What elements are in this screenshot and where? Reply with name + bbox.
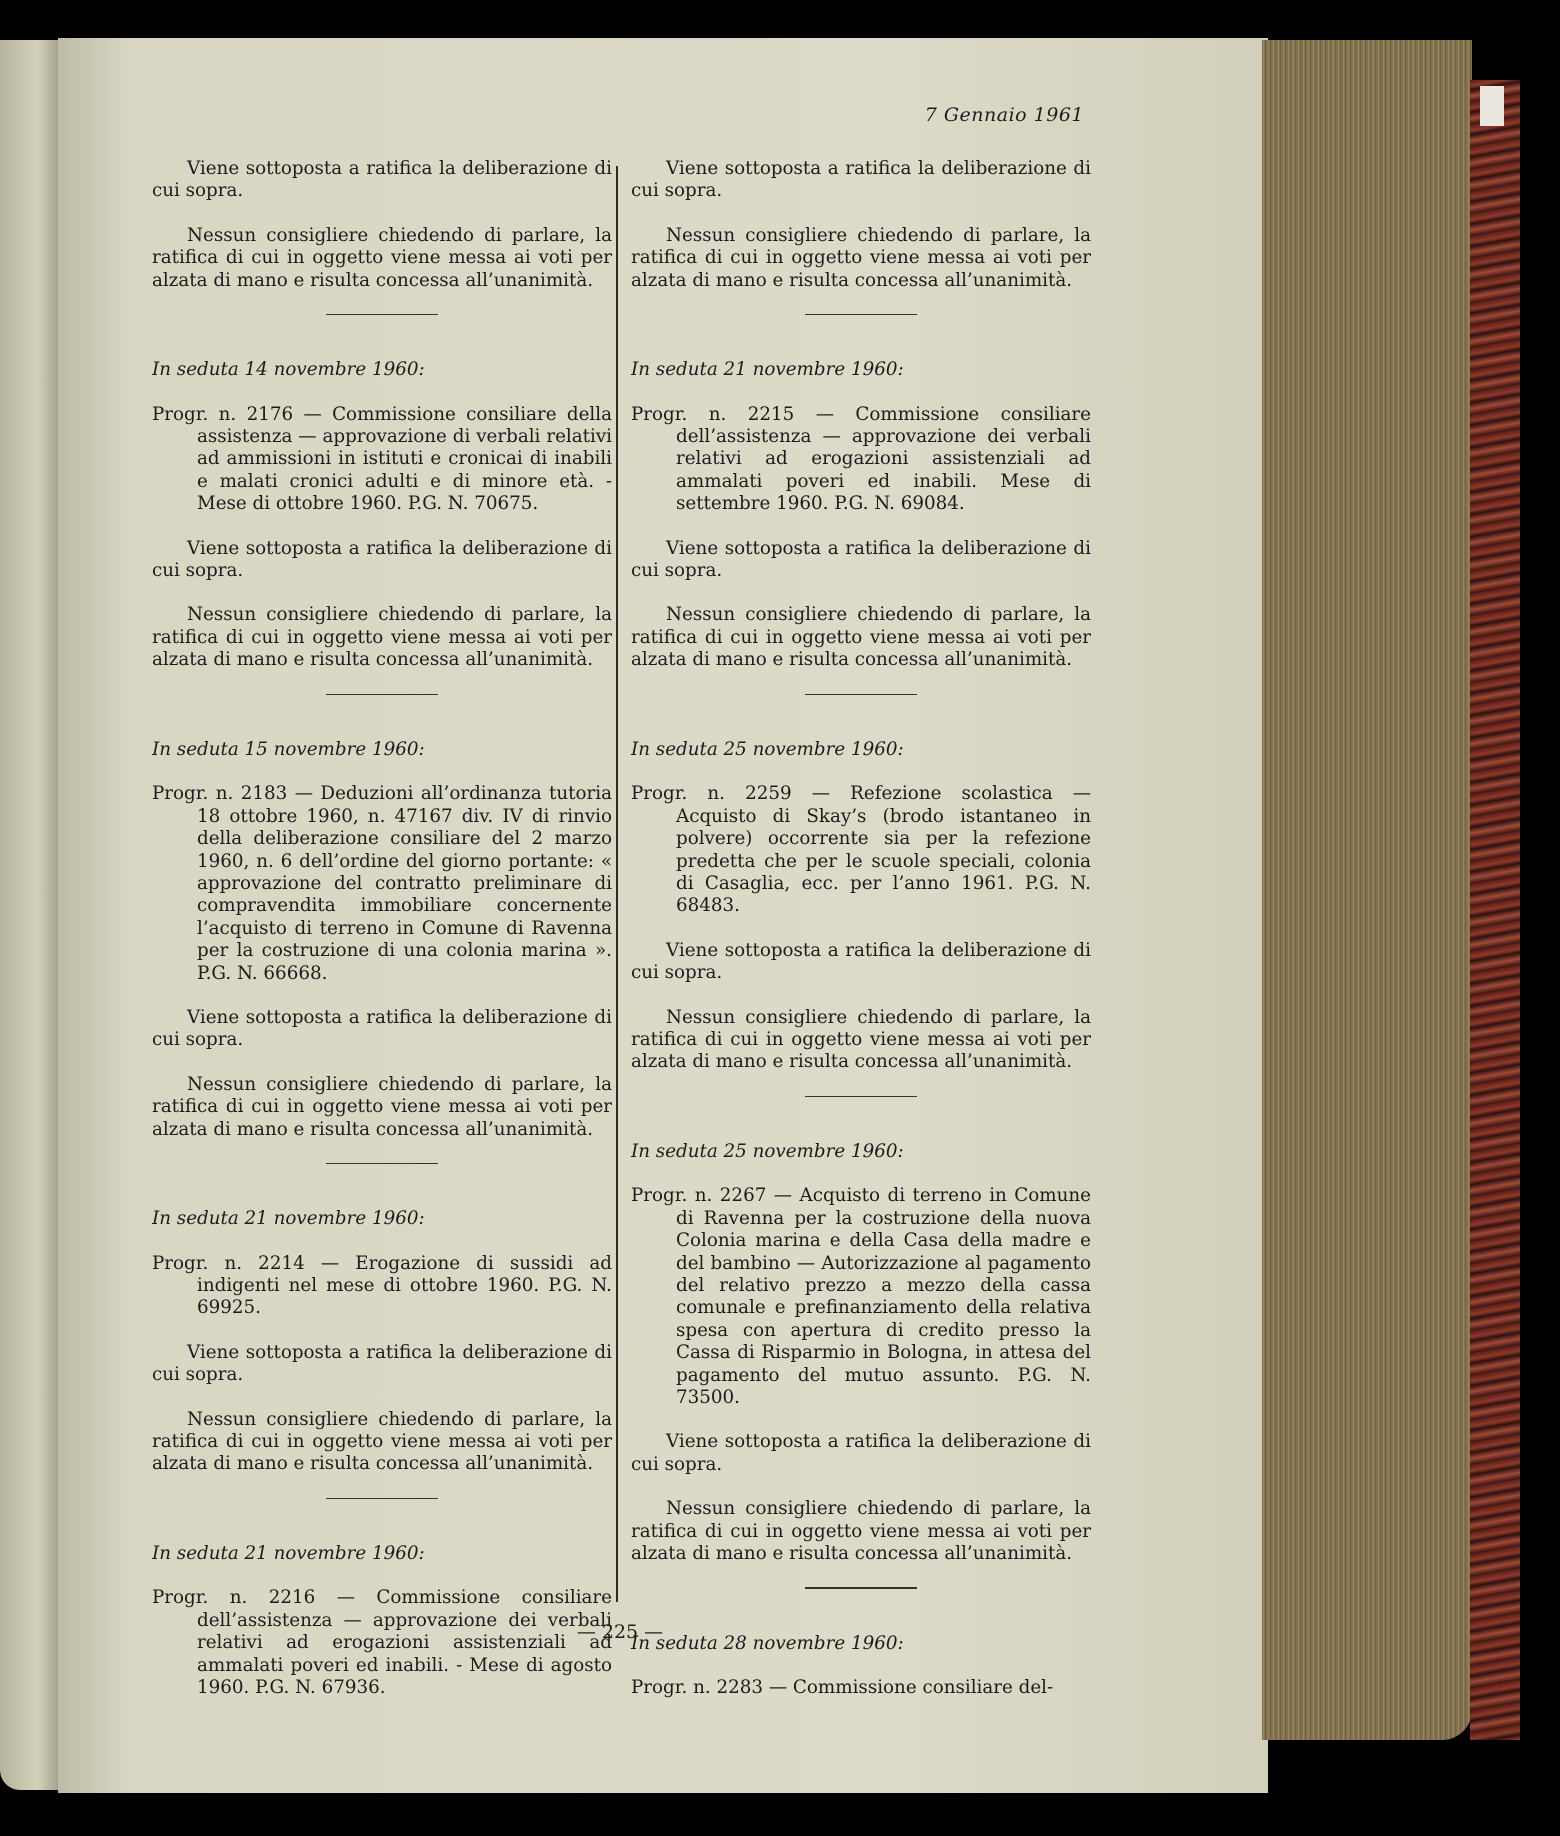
- section-separator: [326, 1163, 438, 1164]
- session-heading: In seduta 25 novembre 1960:: [631, 738, 904, 760]
- session-heading: In seduta 21 novembre 1960:: [152, 1543, 425, 1564]
- body-paragraph: Viene sottoposta a ratifica la deliberazione di cui sopra.: [152, 1006, 612, 1051]
- body-paragraph: Viene sottoposta a ratifica la deliberazione di cui sopra.: [631, 939, 1091, 984]
- section-separator: [326, 1498, 438, 1499]
- section-separator: [805, 694, 917, 695]
- body-paragraph: Nessun consigliere chiedendo di parlare, la ratifica di cui in oggetto viene messa ai voti per alzata di mano e risulta concessa all’unanimità.: [152, 1408, 612, 1475]
- deliberation-entry: Progr. n. 2215 — Commissione consiliare dell’assistenza — approvazione dei verbali relativi ad erogazioni assistenziali ad ammalati poveri ed inabili. Mese di settembre 1960. P.G. N. 69084.: [631, 403, 1091, 515]
- body-paragraph: Nessun consigliere chiedendo di parlare, la ratifica di cui in oggetto viene messa ai voti per alzata di mano e risulta concessa all’unanimità.: [631, 1006, 1091, 1073]
- body-paragraph: Viene sottoposta a ratifica la deliberazione di cui sopra.: [631, 1431, 1091, 1475]
- running-head-date: 7 Gennaio 1961: [924, 104, 1084, 126]
- text-column-left: [152, 158, 612, 1721]
- section-separator: [805, 1587, 917, 1588]
- body-paragraph: Viene sottoposta a ratifica la deliberazione di cui sopra.: [152, 537, 612, 582]
- page-number: — 225 —: [576, 1621, 664, 1643]
- marbled-binding: [1470, 80, 1520, 1740]
- body-paragraph: Viene sottoposta a ratifica la deliberazione di cui sopra.: [152, 1341, 612, 1386]
- section-separator: [805, 1096, 917, 1097]
- session-heading: In seduta 14 novembre 1960:: [152, 359, 425, 381]
- body-paragraph: Nessun consigliere chiedendo di parlare, la ratifica di cui in oggetto viene messa ai voti per alzata di mano e risulta concessa all’unanimità.: [631, 604, 1091, 671]
- session-heading: In seduta 21 novembre 1960:: [152, 1208, 425, 1230]
- section-separator: [326, 314, 438, 315]
- session-heading: In seduta 21 novembre 1960:: [631, 359, 904, 381]
- binding-label: [1480, 86, 1504, 126]
- column-rule: [616, 166, 618, 1602]
- body-paragraph: Nessun consigliere chiedendo di parlare, la ratifica di cui in oggetto viene messa ai voti per alzata di mano e risulta concessa all’unanimità.: [631, 1498, 1091, 1565]
- section-separator: [805, 314, 917, 315]
- deliberation-entry: Progr. n. 2214 — Erogazione di sussidi ad indigenti nel mese di ottobre 1960. P.G. N. 69925.: [152, 1252, 612, 1319]
- text-column-right: [631, 158, 1091, 1721]
- body-paragraph: Nessun consigliere chiedendo di parlare, la ratifica di cui in oggetto viene messa ai voti per alzata di mano e risulta concessa all’unanimità.: [152, 604, 612, 671]
- session-heading: In seduta 28 novembre 1960:: [631, 1632, 904, 1654]
- deliberation-entry: Progr. n. 2267 — Acquisto di terreno in Comune di Ravenna per la costruzione della nuova Colonia marina e della Casa della madre e del bambino — Autorizzazione al pagamento del relativo prezzo a mezzo della cassa comunale e prefinanziamento della relativa spesa con apertura di credito presso la Cassa di Risparmio in Bologna, in attesa del pagamento del mutuo assunto. P.G. N. 73500.: [631, 1185, 1091, 1408]
- body-paragraph: Nessun consigliere chiedendo di parlare, la ratifica di cui in oggetto viene messa ai voti per alzata di mano e risulta concessa all’unanimità.: [152, 224, 612, 291]
- body-paragraph: Viene sottoposta a ratifica la deliberazione di cui sopra.: [631, 537, 1091, 582]
- deliberation-entry: Progr. n. 2259 — Refezione scolastica — Acquisto di Skay’s (brodo istantaneo in polvere) occorrente sia per la refezione predetta che per le scuole speciali, colonia di Casaglia, ecc. per l’anno 1961. P.G. N. 68483.: [631, 783, 1091, 917]
- session-heading: In seduta 25 novembre 1960:: [631, 1140, 904, 1162]
- deliberation-entry: Progr. n. 2183 — Deduzioni all’ordinanza tutoria 18 ottobre 1960, n. 47167 div. IV di rinvio della deliberazione consiliare del 2 marzo 1960, n. 6 dell’ordine del giorno portante: « approvazione del contratto preliminare di compravendita immobiliare concernente l’acquisto di terreno in Comune di Ravenna per la costruzione di una colonia marina ». P.G. N. 66668.: [152, 783, 612, 984]
- previous-page-edge: [0, 40, 62, 1790]
- body-paragraph: Nessun consigliere chiedendo di parlare, la ratifica di cui in oggetto viene messa ai voti per alzata di mano e risulta concessa all’unanimità.: [152, 1073, 612, 1140]
- section-separator: [326, 694, 438, 695]
- deliberation-entry: Progr. n. 2176 — Commissione consiliare della assistenza — approvazione di verbali relativi ad ammissioni in istituti e cronicai di inabili e malati cronici adulti e di minore età. - Mese di ottobre 1960. P.G. N. 70675.: [152, 403, 612, 515]
- deliberation-entry: Progr. n. 2216 — Commissione consiliare dell’assistenza — approvazione dei verbali relativi ad erogazioni assistenziali ad ammalati poveri ed inabili. - Mese di agosto 1960. P.G. N. 67936.: [152, 1587, 612, 1699]
- body-paragraph: Viene sottoposta a ratifica la deliberazione di cui sopra.: [631, 158, 1091, 202]
- body-paragraph: Viene sottoposta a ratifica la deliberazione di cui sopra.: [152, 158, 612, 202]
- deliberation-entry: Progr. n. 2283 — Commissione consiliare del-: [631, 1677, 1054, 1699]
- session-heading: In seduta 15 novembre 1960:: [152, 738, 425, 760]
- body-paragraph: Nessun consigliere chiedendo di parlare, la ratifica di cui in oggetto viene messa ai voti per alzata di mano e risulta concessa all’unanimità.: [631, 224, 1091, 291]
- page-block-edges: [1262, 40, 1472, 1740]
